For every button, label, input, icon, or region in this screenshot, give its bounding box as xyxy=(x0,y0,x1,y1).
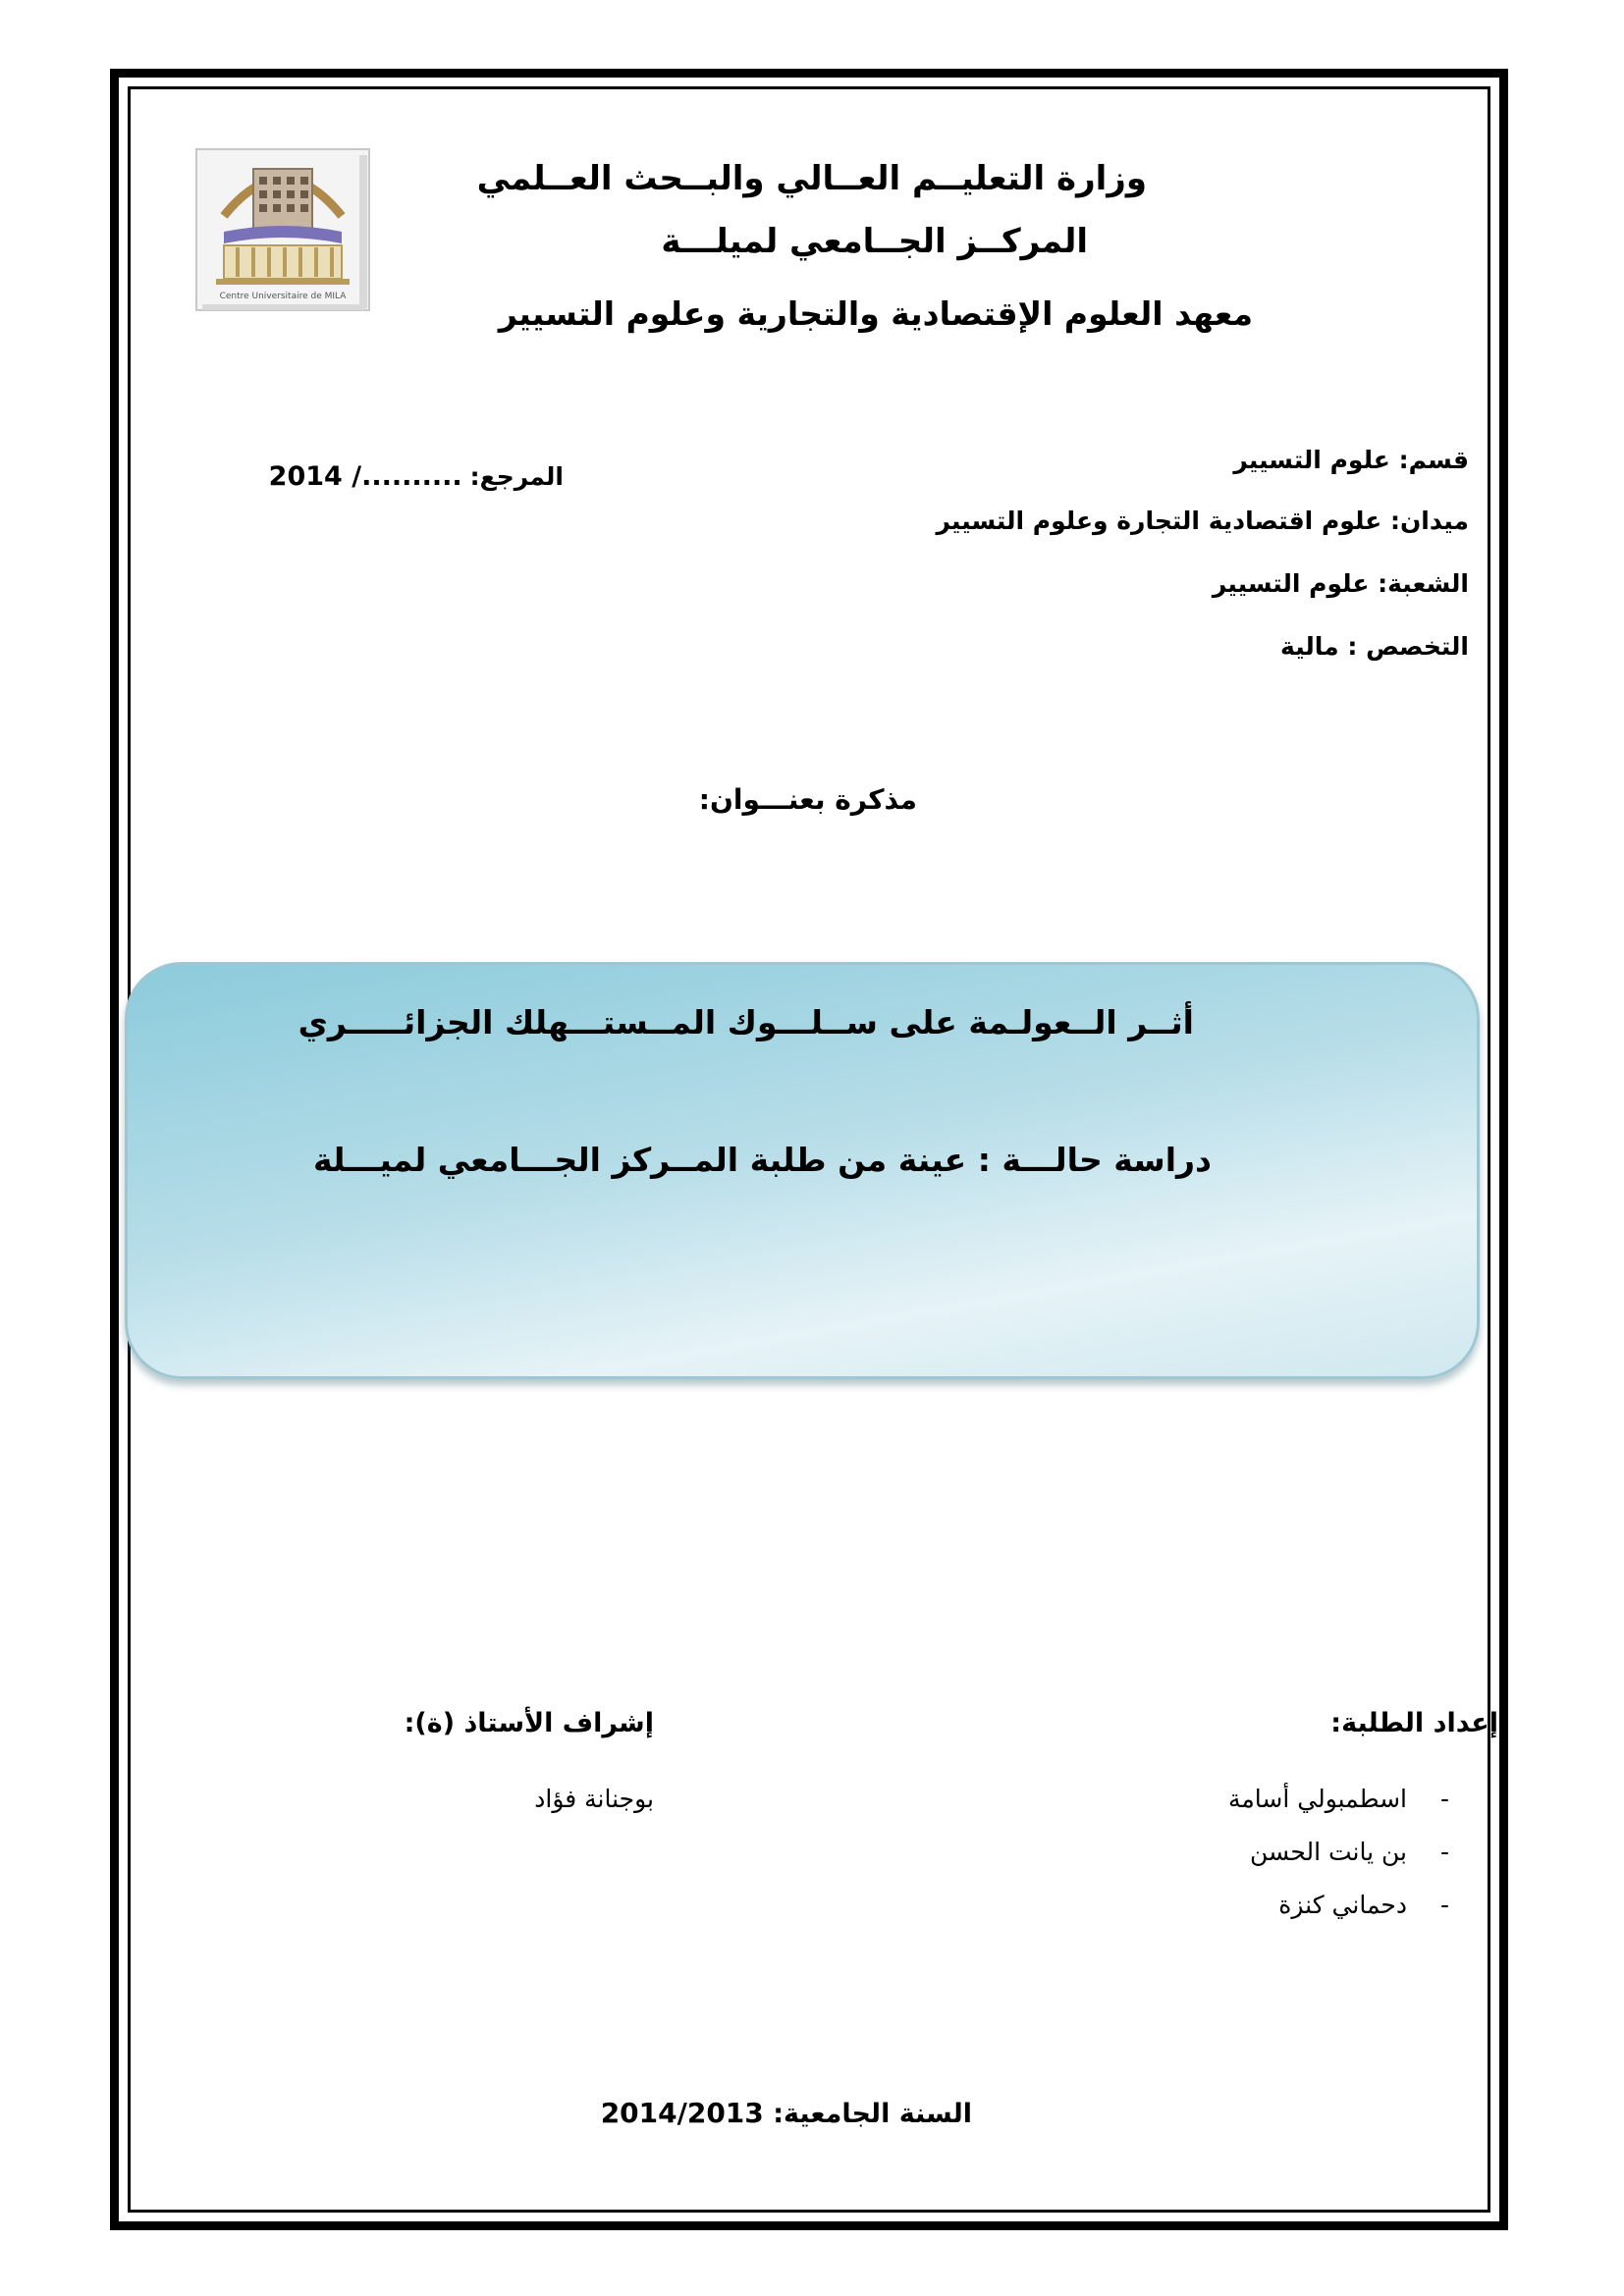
specialty-label: التخصص : xyxy=(1347,632,1469,661)
branch-row xyxy=(1213,569,1469,598)
academic-year-row xyxy=(601,2097,972,2129)
specialty-row xyxy=(1280,632,1469,661)
reference-value: ........../ 2014 xyxy=(268,461,462,492)
department-value: علوم التسيير xyxy=(1233,446,1390,474)
academic-year-value: 2014/2013 xyxy=(600,2097,764,2129)
logo-caption: Centre Universitaire de MILA xyxy=(219,292,347,301)
memo-heading: مذكرة بعنـــوان: xyxy=(698,783,917,816)
students-heading: إعداد الطلبة: xyxy=(1330,1708,1498,1738)
ministry-title: وزارة التعليــم العــالي والبــحث العــلمي xyxy=(476,159,1147,198)
student-item xyxy=(1228,1785,1449,1813)
bullet: - xyxy=(1439,1891,1449,1919)
university-name: المركــز الجــامعي لميلـــة xyxy=(661,222,1088,261)
reference-row xyxy=(269,461,564,492)
reference-label: المرجع: xyxy=(469,462,564,491)
student-name: دحماني كنزة xyxy=(1278,1891,1408,1919)
student-name: بن يانت الحسن xyxy=(1250,1838,1408,1866)
field-row xyxy=(937,507,1470,535)
university-building-logo-icon xyxy=(194,147,371,312)
bullet: - xyxy=(1439,1785,1449,1813)
department-row xyxy=(1233,446,1469,474)
bullet: - xyxy=(1439,1838,1449,1866)
supervisor-name: بوجنانة فؤاد xyxy=(534,1785,654,1813)
thesis-subtitle: دراسة حالـــة : عينة من طلبة المــركز الجـــامعي لميـــلة xyxy=(313,1141,1212,1179)
student-item xyxy=(1278,1891,1449,1919)
branch-label: الشعبة: xyxy=(1378,569,1469,598)
institute-name: معهد العلوم الإقتصادية والتجارية وعلوم التسيير xyxy=(498,294,1253,333)
academic-year-label: السنة الجامعية: xyxy=(773,2099,972,2129)
field-value: علوم اقتصادية التجارة وعلوم التسيير xyxy=(936,507,1382,535)
student-item xyxy=(1250,1838,1449,1866)
thesis-title: أثــر الــعولـمة على ســلـــوك المــستـــهلك الجزائـــــري xyxy=(298,1003,1194,1041)
branch-value: علوم التسيير xyxy=(1212,569,1370,598)
field-label: ميدان: xyxy=(1389,507,1469,535)
specialty-value: مالية xyxy=(1280,632,1339,661)
supervisor-heading: إشراف الأستاذ (ة): xyxy=(404,1708,654,1738)
department-label: قسم: xyxy=(1398,446,1469,474)
student-name: اسطمبولي أسامة xyxy=(1227,1785,1408,1813)
